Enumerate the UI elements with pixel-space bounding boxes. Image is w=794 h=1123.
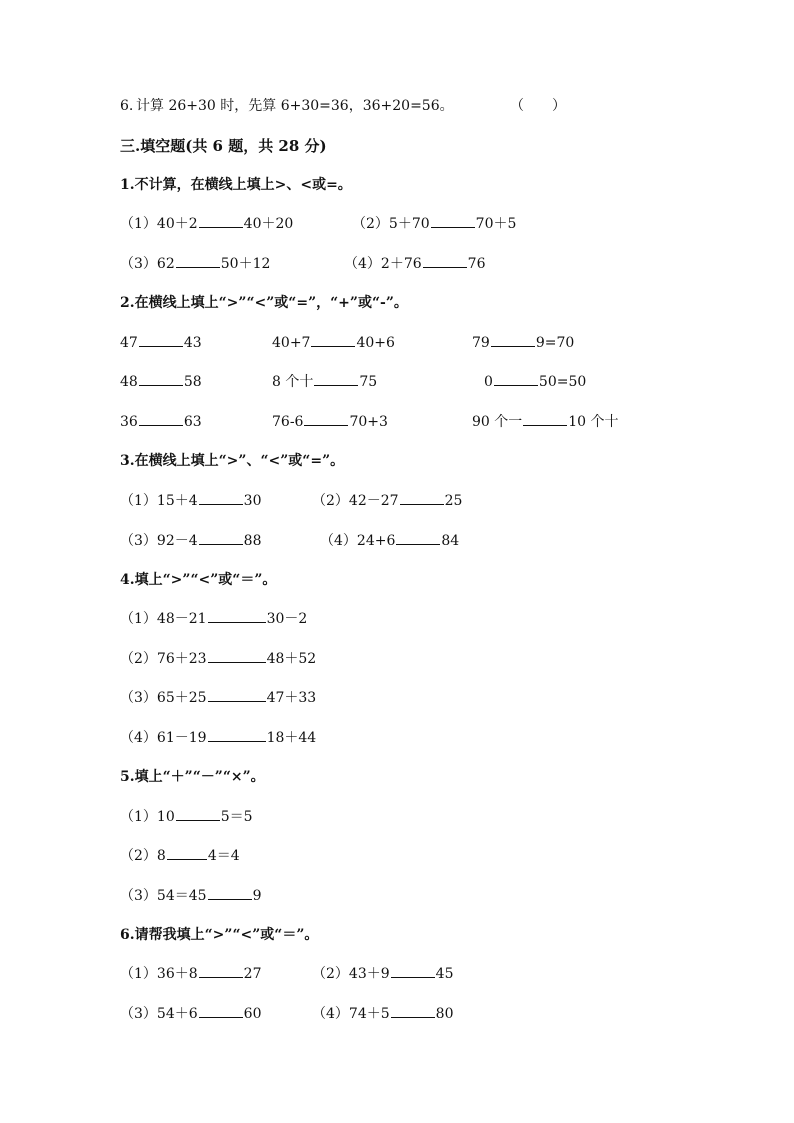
problem-4-item-1: （1）48－21 30－2 [0, 607, 794, 631]
answer-blank[interactable] [199, 489, 243, 505]
answer-blank[interactable] [176, 805, 220, 821]
problem-2-row-1 [0, 331, 794, 355]
problem-6-title: 6.请帮我填上“>”“<”或“＝”。 [120, 927, 319, 943]
problem-1-item-4: （4）2＋76 76 [344, 252, 485, 276]
problem-2-item: 79 9=70 [472, 331, 574, 355]
answer-blank[interactable] [311, 331, 355, 347]
problem-6-item-4: （4）74＋5 80 [312, 1002, 453, 1026]
answer-blank[interactable] [139, 410, 183, 426]
problem-2-row-2 [0, 370, 794, 394]
problem-2-item: 8 个十 75 [272, 370, 377, 394]
problem-2-row-3 [0, 410, 794, 434]
answer-blank[interactable] [199, 529, 243, 545]
problem-1-row-2 [0, 252, 794, 276]
problem-4-item-4: （4）61－19 18＋44 [0, 726, 794, 750]
tf-question-6-number: 6. [120, 98, 134, 114]
answer-blank[interactable] [494, 370, 538, 386]
problem-2-item: 36 63 [120, 410, 202, 434]
problem-3-title: 3.在横线上填上“>”、“<”或“=”。 [120, 453, 345, 469]
answer-blank[interactable] [208, 647, 266, 663]
answer-blank[interactable] [199, 1002, 243, 1018]
problem-6-item-3: （3）54＋6 60 [120, 1002, 261, 1026]
problem-5-item-1: （1）10 5＝5 [0, 805, 794, 829]
answer-blank[interactable] [391, 1002, 435, 1018]
answer-blank[interactable] [176, 252, 220, 268]
problem-4-title: 4.填上“>”“<”或“＝”。 [120, 572, 277, 588]
problem-6-row-2 [0, 1002, 794, 1026]
problem-3-item-4: （4）24+6 84 [320, 529, 459, 553]
answer-blank[interactable] [423, 252, 467, 268]
problem-2-item: 76-6 70+3 [272, 410, 388, 434]
problem-3-item-2: （2）42－27 25 [312, 489, 462, 513]
problem-2-item: 0 50=50 [484, 370, 586, 394]
problem-6-row-1 [0, 962, 794, 986]
problem-2-item: 47 43 [120, 331, 202, 355]
answer-blank[interactable] [400, 489, 444, 505]
section-title: 三.填空题(共 6 题，共 28 分) [120, 137, 327, 155]
answer-blank[interactable] [491, 331, 535, 347]
problem-3-row-2 [0, 529, 794, 553]
problem-5-title: 5.填上“＋”“－”“×”。 [120, 769, 265, 785]
problem-1-row-1 [0, 212, 794, 236]
answer-blank[interactable] [199, 962, 243, 978]
answer-blank[interactable] [208, 726, 266, 742]
answer-blank[interactable] [523, 410, 567, 426]
answer-blank[interactable] [396, 529, 440, 545]
answer-blank[interactable] [139, 370, 183, 386]
problem-3-item-3: （3）92－4 88 [120, 529, 261, 553]
answer-blank[interactable] [139, 331, 183, 347]
answer-blank[interactable] [314, 370, 358, 386]
problem-4-item-2: （2）76＋23 48＋52 [0, 647, 794, 671]
answer-blank[interactable] [199, 212, 243, 228]
answer-blank[interactable] [391, 962, 435, 978]
problem-3-row-1 [0, 489, 794, 513]
answer-parentheses[interactable]: （ ） [510, 98, 566, 114]
tf-question-6-text: 计算 26+30 时，先算 6+30=36，36+20=56。 [136, 98, 454, 114]
problem-2-item: 48 58 [120, 370, 202, 394]
problem-2-title: 2.在横线上填上“>”“<”或“=”，“+”或“-”。 [120, 295, 408, 311]
problem-1-item-3: （3）62 50＋12 [120, 252, 270, 276]
problem-4-item-3: （3）65＋25 47＋33 [0, 686, 794, 710]
problem-6-item-1: （1）36＋8 27 [120, 962, 261, 986]
tf-question-6 [0, 94, 794, 118]
problem-1-title: 1.不计算，在横线上填上>、<或=。 [120, 177, 352, 193]
problem-5-item-3: （3）54＝45 9 [0, 884, 794, 908]
problem-2-item: 40+7 40+6 [272, 331, 395, 355]
answer-blank[interactable] [208, 686, 266, 702]
answer-blank[interactable] [304, 410, 348, 426]
problem-6-item-2: （2）43＋9 45 [312, 962, 453, 986]
problem-2-item: 90 个一 10 个十 [472, 410, 619, 434]
problem-1-item-2: （2）5＋70 70＋5 [352, 212, 516, 236]
answer-blank[interactable] [167, 844, 207, 860]
problem-1-item-1: （1）40＋2 40＋20 [120, 212, 293, 236]
answer-blank[interactable] [208, 884, 252, 900]
answer-blank[interactable] [208, 607, 266, 623]
problem-3-item-1: （1）15＋4 30 [120, 489, 261, 513]
answer-blank[interactable] [431, 212, 475, 228]
problem-5-item-2: （2）8 4＝4 [0, 844, 794, 868]
